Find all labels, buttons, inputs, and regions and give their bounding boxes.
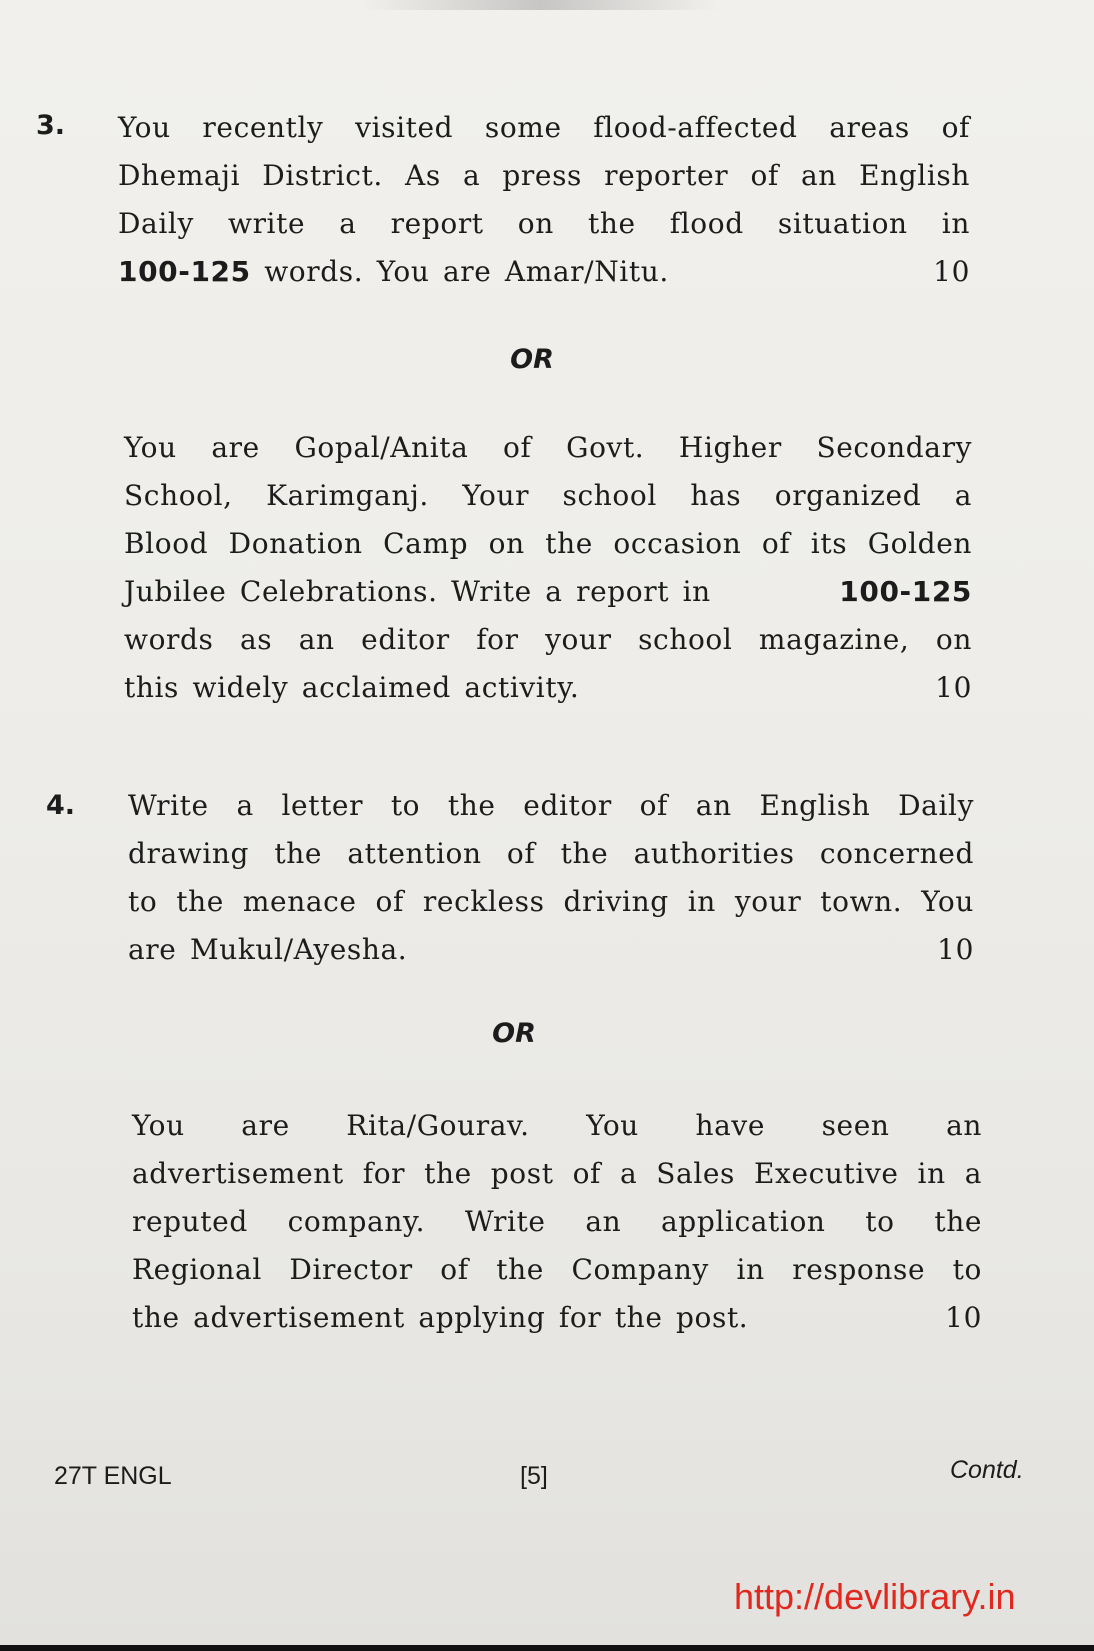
question-3-line: Dhemaji District. As a press reporter of an English xyxy=(118,159,970,192)
question-3-last-line xyxy=(118,248,970,296)
marks: 10 xyxy=(933,255,970,288)
question-4-line: to the menace of reckless driving in your town. You xyxy=(128,885,974,918)
word-limit: 100-125 xyxy=(839,575,972,608)
alt-line: advertisement for the post of a Sales Executive in a xyxy=(132,1157,982,1190)
question-4-line: Write a letter to the editor of an English Daily xyxy=(128,789,974,822)
question-3-line: Daily write a report on the flood situation in xyxy=(118,207,970,240)
word-limit: 100-125 xyxy=(118,255,251,288)
question-3-number: 3. xyxy=(36,110,66,141)
marks: 10 xyxy=(937,933,974,966)
question-3-alternative-text xyxy=(124,424,972,712)
or-separator: OR xyxy=(510,344,554,375)
question-3-text xyxy=(118,104,970,296)
or-separator: OR xyxy=(492,1018,536,1049)
alt-last-line xyxy=(132,1294,982,1342)
alt-line: School, Karimganj. Your school has organized a xyxy=(124,479,972,512)
question-4-last-line xyxy=(128,926,974,974)
page-number: [5] xyxy=(520,1462,548,1490)
continued-label: Contd. xyxy=(950,1456,1024,1484)
alt-line-text: the advertisement applying for the post. xyxy=(132,1301,749,1334)
question-4-text xyxy=(128,782,974,974)
marks: 10 xyxy=(935,671,972,704)
alt-line: Regional Director of the Company in response to xyxy=(132,1253,982,1286)
alt-last-line xyxy=(124,664,972,712)
marks: 10 xyxy=(945,1301,982,1334)
question-4-line-text: are Mukul/Ayesha. xyxy=(128,933,408,966)
alt-line: You are Gopal/Anita of Govt. Higher Secondary xyxy=(124,431,972,464)
question-4-alternative-text xyxy=(132,1102,982,1342)
alt-line-text: Jubilee Celebrations. Write a report in xyxy=(124,575,711,608)
question-3-line: You recently visited some flood-affected areas of xyxy=(118,111,970,144)
alt-line-text: this widely acclaimed activity. xyxy=(124,671,580,704)
alt-line xyxy=(124,568,972,616)
alt-line: You are Rita/Gourav. You have seen an xyxy=(132,1109,982,1142)
question-4-line: drawing the attention of the authorities concerned xyxy=(128,837,974,870)
alt-line: reputed company. Write an application to the xyxy=(132,1205,982,1238)
watermark-url: http://devlibrary.in xyxy=(734,1576,1016,1617)
question-4-number: 4. xyxy=(46,790,76,821)
alt-line: Blood Donation Camp on the occasion of its Golden xyxy=(124,527,972,560)
page-bottom-edge xyxy=(0,1645,1094,1651)
question-3-line: words. You are Amar/Nitu. xyxy=(250,255,669,288)
alt-line: words as an editor for your school magazine, on xyxy=(124,623,972,656)
paper-code: 27T ENGL xyxy=(54,1462,172,1490)
scan-shadow xyxy=(360,0,720,10)
